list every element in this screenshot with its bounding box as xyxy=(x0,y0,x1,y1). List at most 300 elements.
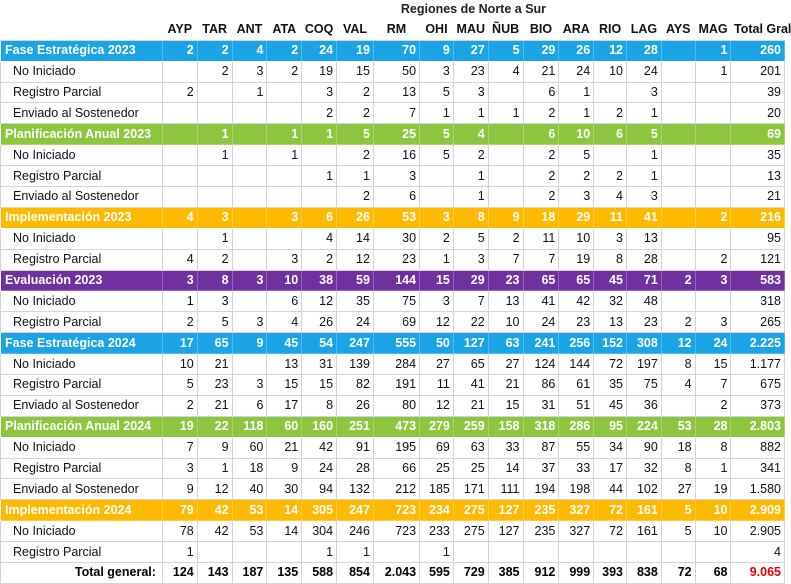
cell-value xyxy=(661,166,695,187)
category-value: 65 xyxy=(197,333,232,354)
cell-value: 185 xyxy=(420,479,454,500)
cell-value xyxy=(197,82,232,103)
cell-value xyxy=(661,82,695,103)
category-value: 327 xyxy=(559,500,594,521)
cell-value xyxy=(661,395,695,416)
cell-value: 5 xyxy=(661,521,695,542)
column-header: MAG xyxy=(695,20,731,40)
cell-value: 2 xyxy=(453,145,488,166)
cell-value xyxy=(661,61,695,82)
category-value: 41 xyxy=(626,207,661,228)
column-header: ATA xyxy=(267,20,302,40)
category-value: 15 xyxy=(420,270,454,291)
category-value: 5 xyxy=(661,500,695,521)
category-value: 11 xyxy=(594,207,627,228)
cell-value: 723 xyxy=(373,521,419,542)
cell-value: 3 xyxy=(232,61,267,82)
cell-value xyxy=(373,542,419,563)
cell-value: 12 xyxy=(420,395,454,416)
cell-value: 17 xyxy=(267,395,302,416)
cell-value: 45 xyxy=(594,395,627,416)
cell-value: 2.905 xyxy=(731,521,785,542)
category-value: 216 xyxy=(731,207,785,228)
table-row xyxy=(1,312,785,333)
cell-value: 61 xyxy=(559,375,594,396)
cell-value: 4 xyxy=(302,228,337,249)
cell-value: 3 xyxy=(232,375,267,396)
cell-value: 42 xyxy=(302,437,337,458)
category-value: 19 xyxy=(337,40,374,61)
cell-value: 2 xyxy=(197,61,232,82)
cell-value: 5 xyxy=(420,82,454,103)
category-value: 260 xyxy=(731,40,785,61)
cell-value: 21 xyxy=(197,395,232,416)
row-label: No Iniciado xyxy=(1,291,163,312)
cell-value: 14 xyxy=(267,521,302,542)
category-value: 59 xyxy=(337,270,374,291)
category-value: 4 xyxy=(162,207,197,228)
category-label: Implementación 2023 xyxy=(1,207,163,228)
cell-value xyxy=(488,187,523,208)
cell-value: 3 xyxy=(695,312,731,333)
category-value: 247 xyxy=(337,500,374,521)
cell-value: 1 xyxy=(337,166,374,187)
table-row xyxy=(1,291,785,312)
cell-value: 2 xyxy=(420,228,454,249)
total-value: 187 xyxy=(232,563,267,584)
cell-value: 32 xyxy=(594,291,627,312)
category-value: 4 xyxy=(453,124,488,145)
cell-value xyxy=(197,166,232,187)
category-value: 241 xyxy=(523,333,559,354)
category-row xyxy=(1,270,785,291)
row-label: Enviado al Sostenedor xyxy=(1,479,163,500)
cell-value: 36 xyxy=(626,395,661,416)
category-value: 60 xyxy=(267,416,302,437)
category-value: 53 xyxy=(373,207,419,228)
category-value: 118 xyxy=(232,416,267,437)
cell-value xyxy=(695,166,731,187)
total-value: 588 xyxy=(302,563,337,584)
cell-value: 1 xyxy=(197,228,232,249)
cell-value xyxy=(594,542,627,563)
cell-value xyxy=(232,249,267,270)
cell-value: 132 xyxy=(337,479,374,500)
category-value: 27 xyxy=(453,40,488,61)
cell-value: 2 xyxy=(523,103,559,124)
category-label: Planificación Anual 2023 xyxy=(1,124,163,145)
column-header: RIO xyxy=(594,20,627,40)
cell-value: 72 xyxy=(594,354,627,375)
total-value: 68 xyxy=(695,563,731,584)
table-row xyxy=(1,82,785,103)
cell-value xyxy=(232,166,267,187)
cell-value: 14 xyxy=(337,228,374,249)
cell-value: 13 xyxy=(267,354,302,375)
total-value: 729 xyxy=(453,563,488,584)
category-value xyxy=(488,124,523,145)
cell-value xyxy=(661,103,695,124)
total-value: 393 xyxy=(594,563,627,584)
category-value: 5 xyxy=(626,124,661,145)
cell-value: 8 xyxy=(594,249,627,270)
row-label: Enviado al Sostenedor xyxy=(1,103,163,124)
cell-value: 265 xyxy=(731,312,785,333)
cell-value: 124 xyxy=(523,354,559,375)
cell-value: 341 xyxy=(731,458,785,479)
cell-value: 15 xyxy=(302,375,337,396)
cell-value: 75 xyxy=(373,291,419,312)
cell-value: 8 xyxy=(661,354,695,375)
cell-value: 69 xyxy=(420,437,454,458)
cell-value: 2 xyxy=(337,82,374,103)
category-value: 1 xyxy=(267,124,302,145)
cell-value: 201 xyxy=(731,61,785,82)
cell-value xyxy=(695,103,731,124)
cell-value: 197 xyxy=(626,354,661,375)
category-value: 53 xyxy=(232,500,267,521)
cell-value: 882 xyxy=(731,437,785,458)
category-value: 2.225 xyxy=(731,333,785,354)
table-row xyxy=(1,166,785,187)
row-label: Enviado al Sostenedor xyxy=(1,187,163,208)
cell-value xyxy=(232,145,267,166)
category-value: 71 xyxy=(626,270,661,291)
category-value: 3 xyxy=(232,270,267,291)
cell-value: 27 xyxy=(420,354,454,375)
category-value: 160 xyxy=(302,416,337,437)
category-value: 25 xyxy=(373,124,419,145)
category-value: 723 xyxy=(373,500,419,521)
cell-value: 12 xyxy=(197,479,232,500)
cell-value xyxy=(267,82,302,103)
category-label: Planificación Anual 2024 xyxy=(1,416,163,437)
category-value: 70 xyxy=(373,40,419,61)
cell-value: 1 xyxy=(695,61,731,82)
cell-value: 30 xyxy=(373,228,419,249)
cell-value: 21 xyxy=(197,354,232,375)
grand-total-value: 9.065 xyxy=(731,563,785,584)
total-value: 143 xyxy=(197,563,232,584)
cell-value: 1.580 xyxy=(731,479,785,500)
category-label: Fase Estratégica 2024 xyxy=(1,333,163,354)
cell-value: 15 xyxy=(695,354,731,375)
cell-value: 82 xyxy=(337,375,374,396)
cell-value: 10 xyxy=(488,312,523,333)
cell-value: 51 xyxy=(559,395,594,416)
cell-value xyxy=(162,103,197,124)
category-value: 279 xyxy=(420,416,454,437)
cell-value: 1 xyxy=(197,145,232,166)
cell-value: 7 xyxy=(162,437,197,458)
category-value: 28 xyxy=(626,40,661,61)
cell-value: 171 xyxy=(453,479,488,500)
cell-value xyxy=(661,291,695,312)
cell-value: 34 xyxy=(594,437,627,458)
cell-value: 21 xyxy=(453,395,488,416)
cell-value: 4 xyxy=(731,542,785,563)
cell-value: 39 xyxy=(731,82,785,103)
category-value: 18 xyxy=(523,207,559,228)
cell-value: 2 xyxy=(594,103,627,124)
cell-value: 5 xyxy=(162,375,197,396)
cell-value: 2 xyxy=(695,249,731,270)
cell-value: 91 xyxy=(337,437,374,458)
cell-value: 1 xyxy=(232,82,267,103)
category-value: 2.909 xyxy=(731,500,785,521)
cell-value: 42 xyxy=(197,521,232,542)
cell-value: 1 xyxy=(695,458,731,479)
cell-value xyxy=(661,249,695,270)
cell-value: 28 xyxy=(337,458,374,479)
cell-value: 2 xyxy=(302,249,337,270)
category-value: 161 xyxy=(626,500,661,521)
category-value: 127 xyxy=(488,500,523,521)
category-value: 158 xyxy=(488,416,523,437)
category-value: 2 xyxy=(695,207,731,228)
category-value: 2 xyxy=(162,40,197,61)
cell-value: 2 xyxy=(559,166,594,187)
cell-value: 212 xyxy=(373,479,419,500)
category-value: 3 xyxy=(267,207,302,228)
cell-value: 44 xyxy=(594,479,627,500)
cell-value: 198 xyxy=(559,479,594,500)
cell-value: 80 xyxy=(373,395,419,416)
cell-value: 12 xyxy=(337,249,374,270)
cell-value: 1 xyxy=(420,542,454,563)
total-value: 854 xyxy=(337,563,374,584)
category-value: 53 xyxy=(661,416,695,437)
category-row xyxy=(1,416,785,437)
cell-value xyxy=(302,187,337,208)
cell-value xyxy=(267,187,302,208)
category-value: 2.803 xyxy=(731,416,785,437)
row-label: No Iniciado xyxy=(1,61,163,82)
cell-value: 63 xyxy=(453,437,488,458)
cell-value: 284 xyxy=(373,354,419,375)
category-value: 259 xyxy=(453,416,488,437)
cell-value: 11 xyxy=(523,228,559,249)
cell-value: 1 xyxy=(488,103,523,124)
grand-total-label: Total general: xyxy=(1,563,163,584)
cell-value: 31 xyxy=(302,354,337,375)
cell-value: 1 xyxy=(626,103,661,124)
row-label: Registro Parcial xyxy=(1,166,163,187)
cell-value: 13 xyxy=(373,82,419,103)
category-row xyxy=(1,207,785,228)
cell-value: 5 xyxy=(559,145,594,166)
row-label: No Iniciado xyxy=(1,354,163,375)
column-header: ÑUB xyxy=(488,20,523,40)
category-value xyxy=(661,207,695,228)
cell-value xyxy=(488,166,523,187)
cell-value: 3 xyxy=(197,291,232,312)
cell-value: 27 xyxy=(661,479,695,500)
cell-value: 2 xyxy=(337,103,374,124)
category-value: 29 xyxy=(453,270,488,291)
table-row xyxy=(1,249,785,270)
cell-value xyxy=(695,228,731,249)
cell-value xyxy=(420,166,454,187)
cell-value xyxy=(197,103,232,124)
cell-value: 17 xyxy=(594,458,627,479)
cell-value: 13 xyxy=(626,228,661,249)
cell-value: 1 xyxy=(420,103,454,124)
title-row xyxy=(1,0,785,20)
cell-value: 6 xyxy=(523,82,559,103)
category-row xyxy=(1,333,785,354)
cell-value: 8 xyxy=(661,458,695,479)
cell-value: 3 xyxy=(267,249,302,270)
cell-value: 4 xyxy=(594,187,627,208)
cell-value: 1 xyxy=(162,542,197,563)
cell-value: 28 xyxy=(626,249,661,270)
cell-value xyxy=(232,542,267,563)
cell-value: 3 xyxy=(626,187,661,208)
cell-value: 21 xyxy=(523,61,559,82)
cell-value xyxy=(197,542,232,563)
cell-value: 9 xyxy=(267,458,302,479)
category-value: 38 xyxy=(302,270,337,291)
cell-value: 86 xyxy=(523,375,559,396)
cell-value: 1 xyxy=(162,291,197,312)
total-value: 2.043 xyxy=(373,563,419,584)
category-value: 26 xyxy=(337,207,374,228)
cell-value: 3 xyxy=(302,82,337,103)
cell-value xyxy=(232,187,267,208)
cell-value: 194 xyxy=(523,479,559,500)
cell-value: 3 xyxy=(453,249,488,270)
category-value: 308 xyxy=(626,333,661,354)
cell-value: 66 xyxy=(373,458,419,479)
total-value: 595 xyxy=(420,563,454,584)
cell-value: 3 xyxy=(420,61,454,82)
cell-value xyxy=(594,82,627,103)
cell-value: 1.177 xyxy=(731,354,785,375)
cell-value: 90 xyxy=(626,437,661,458)
total-value: 124 xyxy=(162,563,197,584)
column-header: AYS xyxy=(661,20,695,40)
table-row xyxy=(1,61,785,82)
cell-value xyxy=(523,542,559,563)
cell-value: 48 xyxy=(626,291,661,312)
cell-value: 23 xyxy=(559,312,594,333)
cell-value: 50 xyxy=(373,61,419,82)
cell-value: 246 xyxy=(337,521,374,542)
category-value: 54 xyxy=(302,333,337,354)
category-value: 72 xyxy=(594,500,627,521)
category-row xyxy=(1,500,785,521)
cell-value: 72 xyxy=(594,521,627,542)
category-value: 256 xyxy=(559,333,594,354)
category-value: 23 xyxy=(488,270,523,291)
category-value: 12 xyxy=(594,40,627,61)
total-value: 838 xyxy=(626,563,661,584)
category-value: 224 xyxy=(626,416,661,437)
cell-value xyxy=(488,145,523,166)
cell-value: 15 xyxy=(267,375,302,396)
cell-value: 25 xyxy=(453,458,488,479)
category-value: 555 xyxy=(373,333,419,354)
table-row xyxy=(1,375,785,396)
total-value: 135 xyxy=(267,563,302,584)
category-value: 22 xyxy=(197,416,232,437)
cell-value: 3 xyxy=(594,228,627,249)
total-value: 385 xyxy=(488,563,523,584)
category-value xyxy=(232,124,267,145)
category-value: 45 xyxy=(594,270,627,291)
cell-value: 15 xyxy=(488,395,523,416)
cell-value xyxy=(232,291,267,312)
cell-value: 235 xyxy=(523,521,559,542)
row-label: Registro Parcial xyxy=(1,249,163,270)
category-value: 9 xyxy=(420,40,454,61)
category-value: 26 xyxy=(559,40,594,61)
category-value: 5 xyxy=(488,40,523,61)
cell-value: 9 xyxy=(197,437,232,458)
cell-value: 9 xyxy=(162,479,197,500)
category-value: 5 xyxy=(337,124,374,145)
category-value: 5 xyxy=(420,124,454,145)
cell-value: 3 xyxy=(559,187,594,208)
cell-value: 37 xyxy=(523,458,559,479)
cell-value: 2 xyxy=(162,82,197,103)
cell-value: 2 xyxy=(162,312,197,333)
cell-value: 102 xyxy=(626,479,661,500)
cell-value: 21 xyxy=(731,187,785,208)
cell-value: 75 xyxy=(626,375,661,396)
cell-value: 55 xyxy=(559,437,594,458)
cell-value: 1 xyxy=(337,542,374,563)
cell-value: 11 xyxy=(420,375,454,396)
cell-value: 13 xyxy=(488,291,523,312)
category-value: 286 xyxy=(559,416,594,437)
cell-value xyxy=(695,187,731,208)
cell-value xyxy=(695,542,731,563)
category-value: 45 xyxy=(267,333,302,354)
category-value: 234 xyxy=(420,500,454,521)
cell-value: 26 xyxy=(337,395,374,416)
cell-value xyxy=(488,542,523,563)
category-row xyxy=(1,40,785,61)
category-value: 3 xyxy=(197,207,232,228)
cell-value: 12 xyxy=(302,291,337,312)
cell-value xyxy=(197,187,232,208)
cell-value: 5 xyxy=(453,228,488,249)
cell-value: 12 xyxy=(420,312,454,333)
category-value: 29 xyxy=(523,40,559,61)
cell-value: 4 xyxy=(488,61,523,82)
category-value: 8 xyxy=(453,207,488,228)
cell-value: 675 xyxy=(731,375,785,396)
cell-value: 7 xyxy=(523,249,559,270)
category-value: 9 xyxy=(488,207,523,228)
category-value xyxy=(695,124,731,145)
cell-value: 23 xyxy=(373,249,419,270)
cell-value: 139 xyxy=(337,354,374,375)
row-label: Registro Parcial xyxy=(1,458,163,479)
cell-value: 3 xyxy=(626,82,661,103)
total-value: 72 xyxy=(661,563,695,584)
cell-value xyxy=(594,145,627,166)
cell-value: 23 xyxy=(453,61,488,82)
cell-value: 3 xyxy=(420,291,454,312)
category-value: 24 xyxy=(302,40,337,61)
cell-value: 32 xyxy=(626,458,661,479)
cell-value: 31 xyxy=(523,395,559,416)
category-value: 10 xyxy=(695,500,731,521)
category-value: 3 xyxy=(162,270,197,291)
